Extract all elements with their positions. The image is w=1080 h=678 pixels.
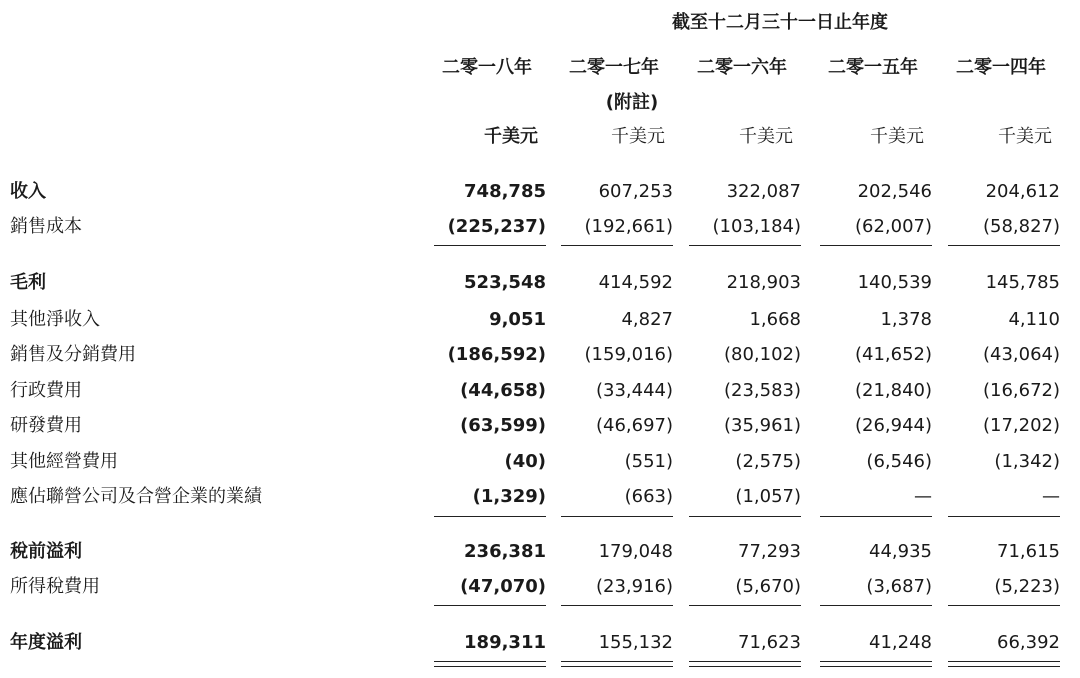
row-value: 189,311	[464, 632, 546, 653]
unit-header-4: 千美元	[870, 126, 924, 147]
row-value: (1,057)	[735, 486, 801, 507]
row-value: (47,070)	[460, 576, 546, 597]
subtotal-rule	[561, 516, 673, 517]
period-header: 截至十二月三十一日止年度	[672, 12, 888, 33]
row-label: 毛利	[10, 272, 46, 293]
row-label: 年度溢利	[10, 632, 82, 653]
row-value: —	[1042, 486, 1060, 507]
row-value: (225,237)	[447, 216, 546, 237]
row-value: 77,293	[738, 541, 801, 562]
row-label: 銷售及分銷費用	[10, 344, 136, 365]
row-value: 204,612	[985, 181, 1060, 202]
unit-header-2: 千美元	[611, 126, 665, 147]
row-value: 748,785	[464, 181, 546, 202]
row-value: 145,785	[985, 272, 1060, 293]
row-value: 414,592	[598, 272, 673, 293]
row-value: (5,670)	[735, 576, 801, 597]
row-value: (551)	[624, 451, 673, 472]
row-value: 71,623	[738, 632, 801, 653]
row-label: 研發費用	[10, 415, 82, 436]
subtotal-rule	[561, 605, 673, 606]
row-value: (2,575)	[735, 451, 801, 472]
year-header-2: 二零一七年	[569, 57, 659, 78]
year-header-4: 二零一五年	[828, 57, 918, 78]
row-value: (1,342)	[994, 451, 1060, 472]
row-value: 1,378	[880, 309, 932, 330]
subtotal-rule	[689, 245, 801, 246]
subtotal-rule	[820, 605, 932, 606]
row-value: (44,658)	[460, 380, 546, 401]
row-value: 202,546	[857, 181, 932, 202]
row-value: (58,827)	[982, 216, 1060, 237]
row-value: (62,007)	[854, 216, 932, 237]
row-value: (23,583)	[723, 380, 801, 401]
row-value: (159,016)	[584, 344, 673, 365]
row-value: (186,592)	[447, 344, 546, 365]
row-value: 607,253	[598, 181, 673, 202]
subtotal-rule	[434, 516, 546, 517]
row-value: 179,048	[598, 541, 673, 562]
subtotal-rule	[820, 516, 932, 517]
year-header-5: 二零一四年	[956, 57, 1046, 78]
row-value: (103,184)	[712, 216, 801, 237]
year-header-1: 二零一八年	[442, 57, 532, 78]
unit-header-3: 千美元	[739, 126, 793, 147]
row-value: 140,539	[857, 272, 932, 293]
row-label: 收入	[10, 181, 46, 202]
row-value: 41,248	[869, 632, 932, 653]
row-value: 66,392	[997, 632, 1060, 653]
row-value: (46,697)	[595, 415, 673, 436]
row-value: (26,944)	[854, 415, 932, 436]
row-value: 236,381	[464, 541, 546, 562]
row-value: 44,935	[869, 541, 932, 562]
row-value: (192,661)	[584, 216, 673, 237]
total-double-rule	[434, 661, 546, 667]
row-label: 其他經營費用	[10, 451, 118, 472]
row-value: 9,051	[489, 309, 546, 330]
unit-header-1: 千美元	[484, 126, 538, 147]
row-value: (35,961)	[723, 415, 801, 436]
row-label: 銷售成本	[10, 216, 82, 237]
unit-header-5: 千美元	[998, 126, 1052, 147]
subtotal-rule	[689, 516, 801, 517]
subtotal-rule	[434, 245, 546, 246]
row-value: 4,110	[1008, 309, 1060, 330]
row-value: (63,599)	[460, 415, 546, 436]
year-header-3: 二零一六年	[697, 57, 787, 78]
row-value: (17,202)	[982, 415, 1060, 436]
subtotal-rule	[434, 605, 546, 606]
row-value: 71,615	[997, 541, 1060, 562]
total-double-rule	[820, 661, 932, 667]
subtotal-rule	[948, 245, 1060, 246]
row-value: (1,329)	[472, 486, 546, 507]
row-value: (33,444)	[595, 380, 673, 401]
subtotal-rule	[948, 605, 1060, 606]
row-label: 稅前溢利	[10, 541, 82, 562]
row-value: 322,087	[726, 181, 801, 202]
row-label: 應佔聯營公司及合營企業的業績	[10, 486, 262, 507]
note-label: (附註)	[605, 92, 659, 113]
row-value: (663)	[624, 486, 673, 507]
row-value: —	[914, 486, 932, 507]
total-double-rule	[948, 661, 1060, 667]
row-label: 行政費用	[10, 380, 82, 401]
row-value: (40)	[504, 451, 546, 472]
row-value: (16,672)	[982, 380, 1060, 401]
subtotal-rule	[689, 605, 801, 606]
subtotal-rule	[820, 245, 932, 246]
row-value: 1,668	[749, 309, 801, 330]
row-value: 218,903	[726, 272, 801, 293]
total-double-rule	[561, 661, 673, 667]
row-value: (3,687)	[866, 576, 932, 597]
row-value: (43,064)	[982, 344, 1060, 365]
row-value: (23,916)	[595, 576, 673, 597]
row-label: 其他淨收入	[10, 309, 100, 330]
total-double-rule	[689, 661, 801, 667]
subtotal-rule	[561, 245, 673, 246]
row-value: (41,652)	[854, 344, 932, 365]
row-label: 所得稅費用	[10, 576, 100, 597]
row-value: 4,827	[621, 309, 673, 330]
row-value: (6,546)	[866, 451, 932, 472]
row-value: (80,102)	[723, 344, 801, 365]
subtotal-rule	[948, 516, 1060, 517]
row-value: 523,548	[464, 272, 546, 293]
row-value: (5,223)	[994, 576, 1060, 597]
row-value: (21,840)	[854, 380, 932, 401]
row-value: 155,132	[598, 632, 673, 653]
